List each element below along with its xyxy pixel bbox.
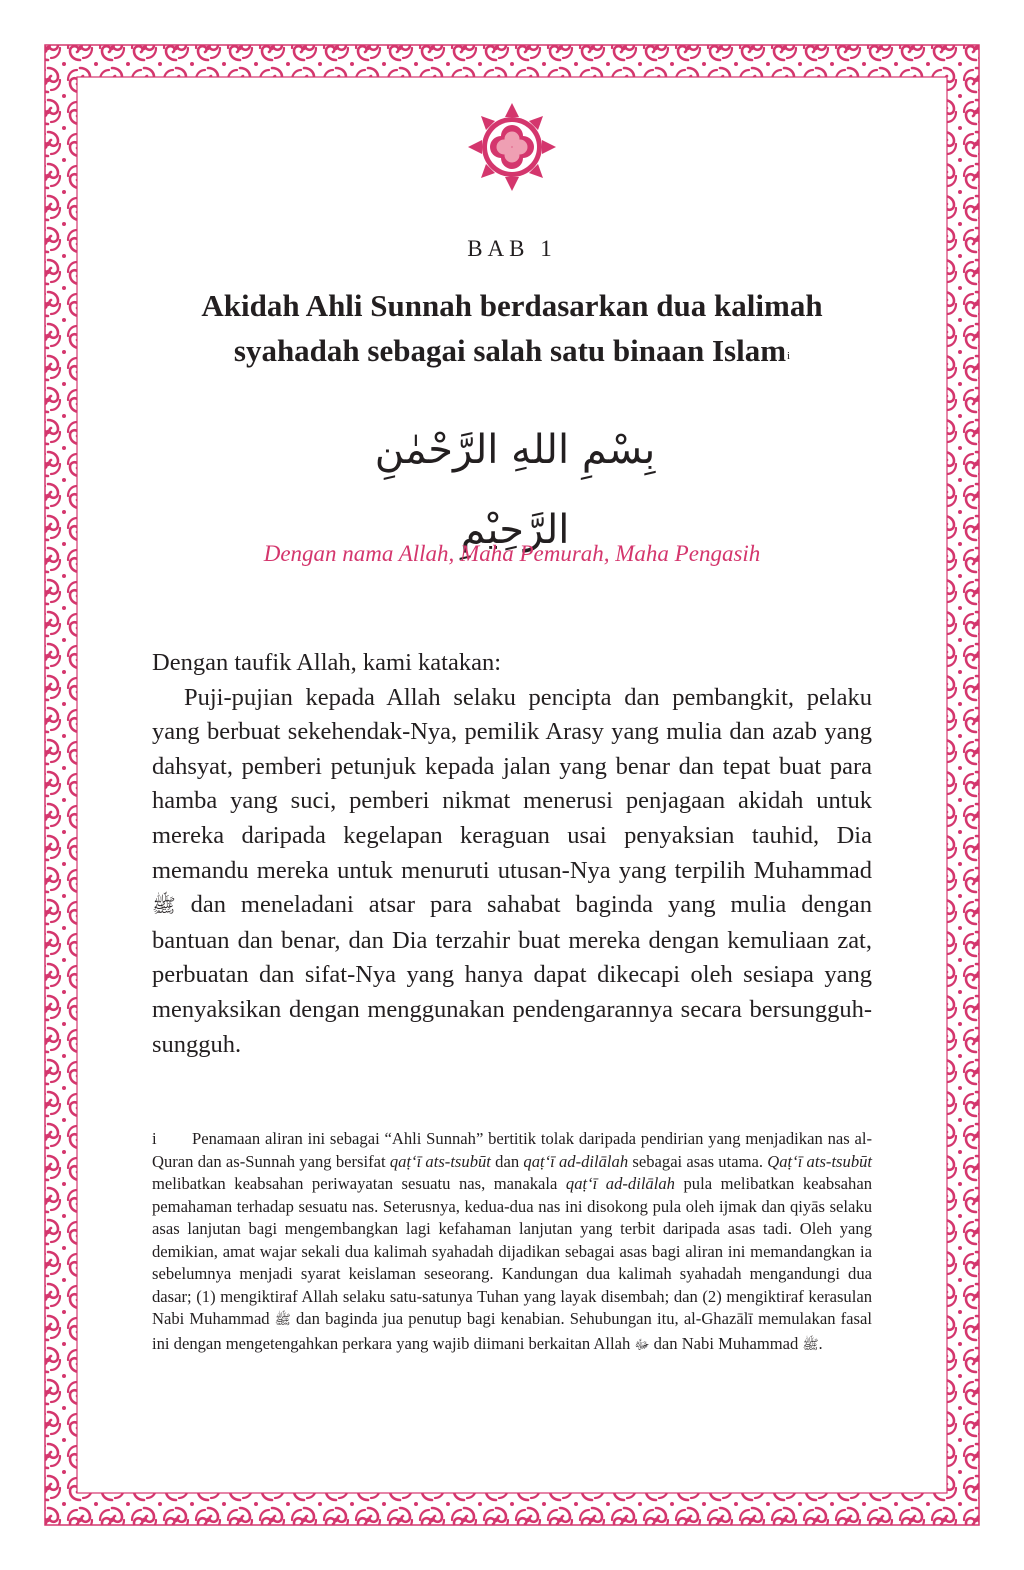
footnote-part5: pula melibatkan keabsahan pemahaman terhadap sesuatu nas. Seterusnya, kedua-dua nas ini disokong pula oleh ijmak dan qiyās selaku asas lanjutan bagi mengembangkan lagi kefahaman lanjutan yang terbit daripada asas tadi. Oleh yang demikian, amat wajar sekali dua kalimah syahadah dijadikan sebagai asas bagi aliran ini memandangkan ia sebelumnya menjadi syarat keislaman seseorang. Kandungan dua kalimah syahadah mengandungi dua dasar; (1) mengiktiraf Allah selaku satu-satunya Tuhan yang layak disembah; dan (2) mengiktiraf kerasulan Nabi Muhammad bbox=[152, 1174, 872, 1328]
paragraph-part2: dan meneladani atsar para sahabat baginda yang mulia dengan bantuan dan benar, dan Dia terzahir buat mereka dengan kemuliaan zat, perbuatan dan sifat-Nya yang hanya dapat dikecapi oleh sesiapa yang menyaksikan dengan menggunakan pendengarannya secara bersungguh-sungguh. bbox=[152, 891, 872, 1058]
footnote-marker: i bbox=[152, 1129, 157, 1148]
footnote-term: qaṭ‘ī ad-dilālah bbox=[565, 1174, 675, 1193]
intro-line: Dengan taufik Allah, kami katakan: bbox=[152, 649, 502, 676]
main-paragraph bbox=[152, 681, 872, 1063]
title-footnote-marker: i bbox=[787, 350, 791, 362]
footnote-part2: dan bbox=[495, 1151, 520, 1171]
chapter-title-line2: syahadah sebagai salah satu binaan Islam bbox=[233, 333, 787, 368]
paragraph-part1: Puji-pujian kepada Allah selaku pencipta dan pembangkit, pelaku yang berbuat sekehendak-Nya, pemilik Arasy yang mulia dan azab yang dahsyat, pemberi petunjuk kepada jalan yang benar dan tepat buat para hamba yang suci, pemberi nikmat menerusi penjagaan akidah untuk mereka daripada kegelapan keraguan usai penyaksian tauhid, Dia memandu mereka untuk menuruti utusan-Nya yang terpilih Muhammad bbox=[152, 683, 872, 884]
basmalah-calligraphy bbox=[340, 410, 690, 553]
footnote-term: qaṭ‘ī ats-tsubūt bbox=[389, 1151, 491, 1171]
footnote-part1: Penamaan aliran ini sebagai “Ahli Sunnah” bertitik tolak daripada pendirian yang menjadikan nas al-Quran dan as-Sunnah yang bersifat bbox=[152, 1129, 872, 1171]
footnote-part6: dan baginda jua penutup bagi kenabian. Sehubungan itu, al-Ghazālī memulakan fasal ini dengan mengetengahkan perkara yang wajib diimani berkaitan Allah bbox=[152, 1309, 872, 1353]
footnote-term: Qaṭ‘ī ats-tsubūt bbox=[767, 1151, 873, 1171]
footnote-end: . bbox=[818, 1333, 823, 1353]
footnote-term: qaṭ‘ī ad-dilālah bbox=[523, 1151, 629, 1171]
allah-honorific-icon: ﷻ bbox=[634, 1337, 650, 1353]
footnote-part3: sebagai asas utama. bbox=[632, 1151, 764, 1171]
basmalah-translation: Dengan nama Allah, Maha Pemurah, Maha Pengasih bbox=[263, 541, 761, 566]
chapter-label: BAB 1 bbox=[467, 236, 557, 261]
body-text bbox=[152, 646, 872, 1062]
footnote bbox=[152, 1128, 872, 1357]
footnote-part4: melibatkan keabsahan periwayatan sesuatu nas, manakala bbox=[152, 1174, 558, 1193]
salawat-icon: ﷺ bbox=[802, 1337, 819, 1353]
footnote-part7: dan Nabi Muhammad bbox=[653, 1333, 799, 1353]
flower-ornament-icon bbox=[467, 102, 557, 192]
salawat-icon: ﷺ bbox=[274, 1313, 291, 1328]
chapter-title bbox=[112, 283, 912, 373]
salawat-icon: ﷺ bbox=[152, 894, 176, 918]
basmalah-arabic-text: بِسْمِ اللهِ الرَّحْمٰنِ الرَّحِيْمِ bbox=[374, 427, 656, 553]
chapter-title-line1: Akidah Ahli Sunnah berdasarkan dua kalimah bbox=[201, 288, 823, 323]
